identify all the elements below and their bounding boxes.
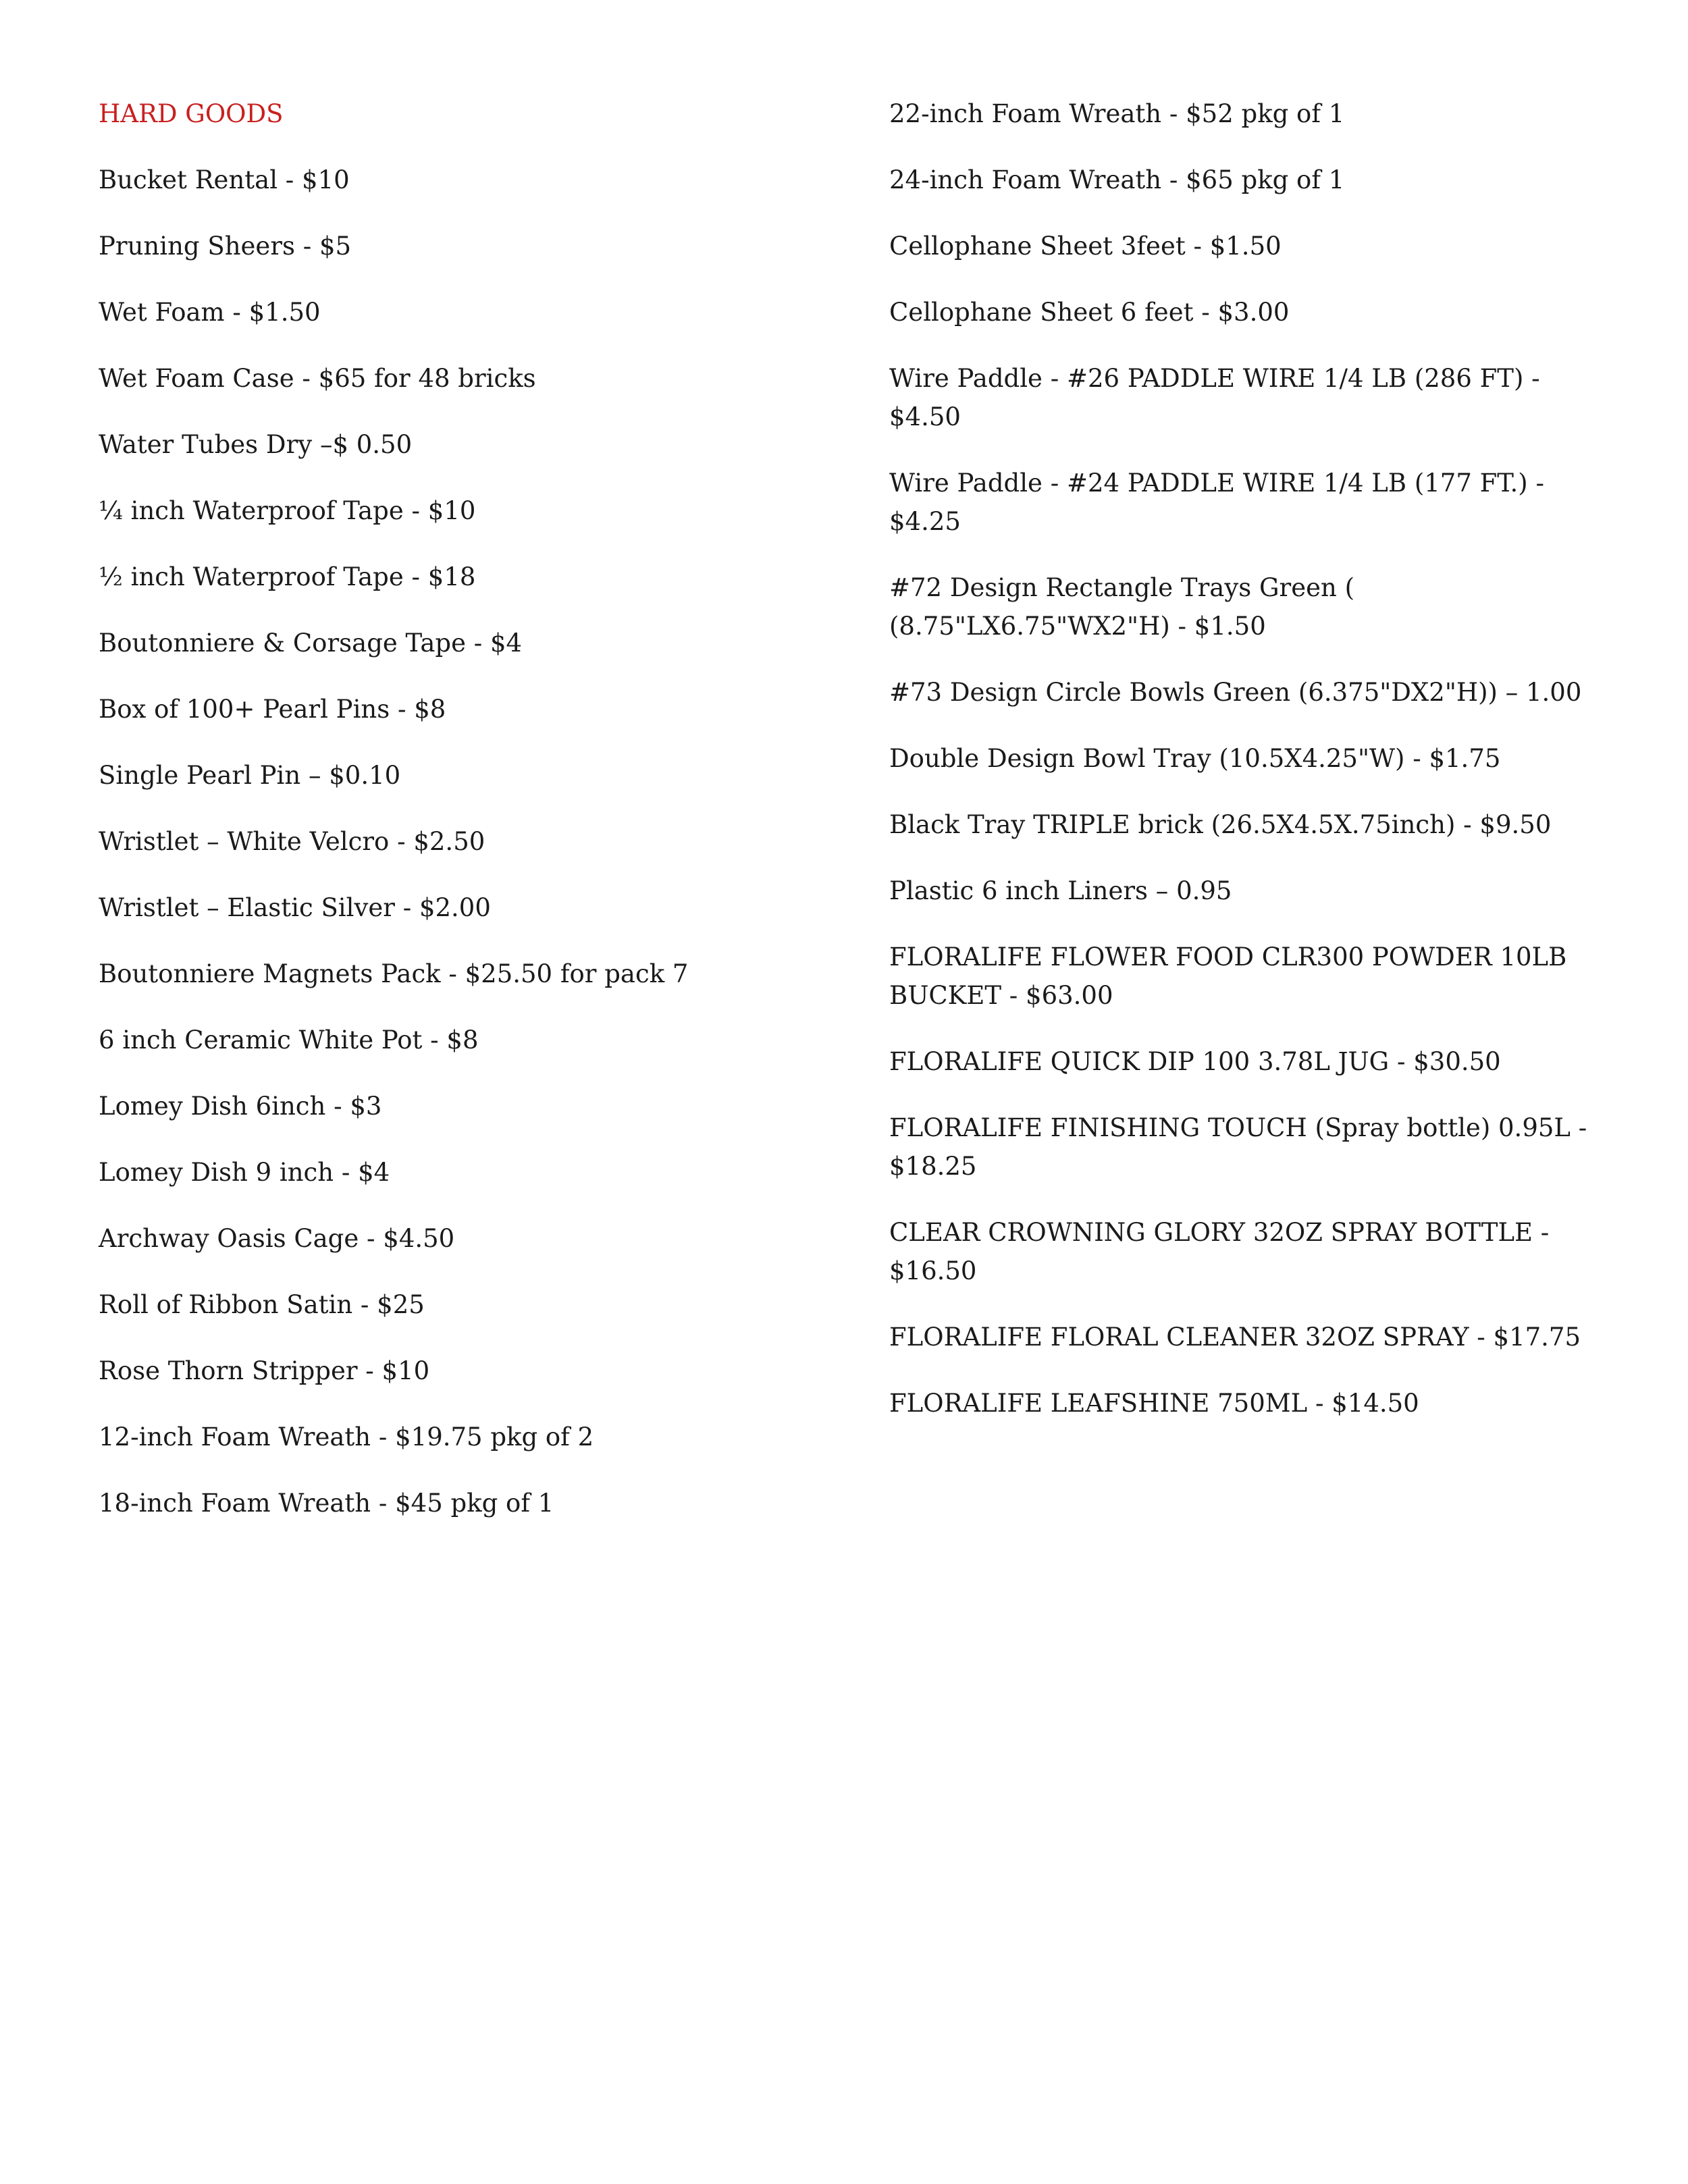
price-item: Wire Paddle - #24 PADDLE WIRE 1/4 LB (177 FT.) - $4.25	[889, 469, 1545, 536]
price-item: 22-inch Foam Wreath - $52 pkg of 1	[889, 99, 1345, 128]
price-item: FLORALIFE LEAFSHINE 750ML - $14.50	[889, 1389, 1419, 1418]
section-heading: HARD GOODS	[99, 99, 284, 128]
price-item: Rose Thorn Stripper - $10	[99, 1356, 430, 1385]
price-item: Lomey Dish 6inch - $3	[99, 1092, 382, 1121]
price-item: Wristlet – Elastic Silver - $2.00	[99, 893, 491, 922]
left-column	[99, 95, 801, 1550]
price-item: Bucket Rental - $10	[99, 165, 350, 194]
price-item: FLORALIFE FLORAL CLEANER 32OZ SPRAY - $17.75	[889, 1323, 1581, 1352]
price-item: FLORALIFE FLOWER FOOD CLR300 POWDER 10LB BUCKET - $63.00	[889, 942, 1567, 1010]
price-item: ½ inch Waterproof Tape - $18	[99, 562, 476, 591]
price-item: Black Tray TRIPLE brick (26.5X4.5X.75inch) - $9.50	[889, 810, 1552, 839]
price-item: FLORALIFE QUICK DIP 100 3.78L JUG - $30.50	[889, 1047, 1501, 1076]
price-item: CLEAR CROWNING GLORY 32OZ SPRAY BOTTLE - $16.50	[889, 1218, 1550, 1285]
price-item: Wire Paddle - #26 PADDLE WIRE 1/4 LB (286 FT) - $4.50	[889, 364, 1540, 431]
price-item: Water Tubes Dry –$ 0.50	[99, 430, 413, 459]
price-item: Cellophane Sheet 6 feet - $3.00	[889, 298, 1290, 327]
price-item: Plastic 6 inch Liners – 0.95	[889, 876, 1232, 905]
price-item: 24-inch Foam Wreath - $65 pkg of 1	[889, 165, 1345, 194]
price-item: Archway Oasis Cage - $4.50	[99, 1224, 455, 1253]
price-item: Box of 100+ Pearl Pins - $8	[99, 695, 446, 724]
price-item: Roll of Ribbon Satin - $25	[99, 1290, 425, 1319]
price-item: 18-inch Foam Wreath - $45 pkg of 1	[99, 1489, 554, 1518]
price-item: 6 inch Ceramic White Pot - $8	[99, 1026, 479, 1055]
price-item: Pruning Sheers - $5	[99, 232, 352, 261]
price-item: Double Design Bowl Tray (10.5X4.25"W) - $1.75	[889, 744, 1501, 773]
price-item: ¼ inch Waterproof Tape - $10	[99, 496, 476, 525]
price-item: 12-inch Foam Wreath - $19.75 pkg of 2	[99, 1422, 594, 1451]
price-item: Boutonniere & Corsage Tape - $4	[99, 629, 523, 658]
price-item: Wet Foam Case - $65 for 48 bricks	[99, 364, 536, 393]
price-item: Lomey Dish 9 inch - $4	[99, 1158, 390, 1187]
price-item: #73 Design Circle Bowls Green (6.375"DX2"H)) – 1.00	[889, 678, 1582, 707]
price-item: Cellophane Sheet 3feet - $1.50	[889, 232, 1282, 261]
price-item: FLORALIFE FINISHING TOUCH (Spray bottle) 0.95L - $18.25	[889, 1113, 1587, 1181]
price-item: Wristlet – White Velcro - $2.50	[99, 827, 485, 856]
right-column	[889, 95, 1591, 1450]
price-item: Boutonniere Magnets Pack - $25.50 for pack 7	[99, 959, 689, 988]
price-item: #72 Design Rectangle Trays Green ( (8.75"LX6.75"WX2"H) - $1.50	[889, 573, 1355, 641]
price-item: Single Pearl Pin – $0.10	[99, 761, 401, 790]
price-item: Wet Foam - $1.50	[99, 298, 321, 327]
